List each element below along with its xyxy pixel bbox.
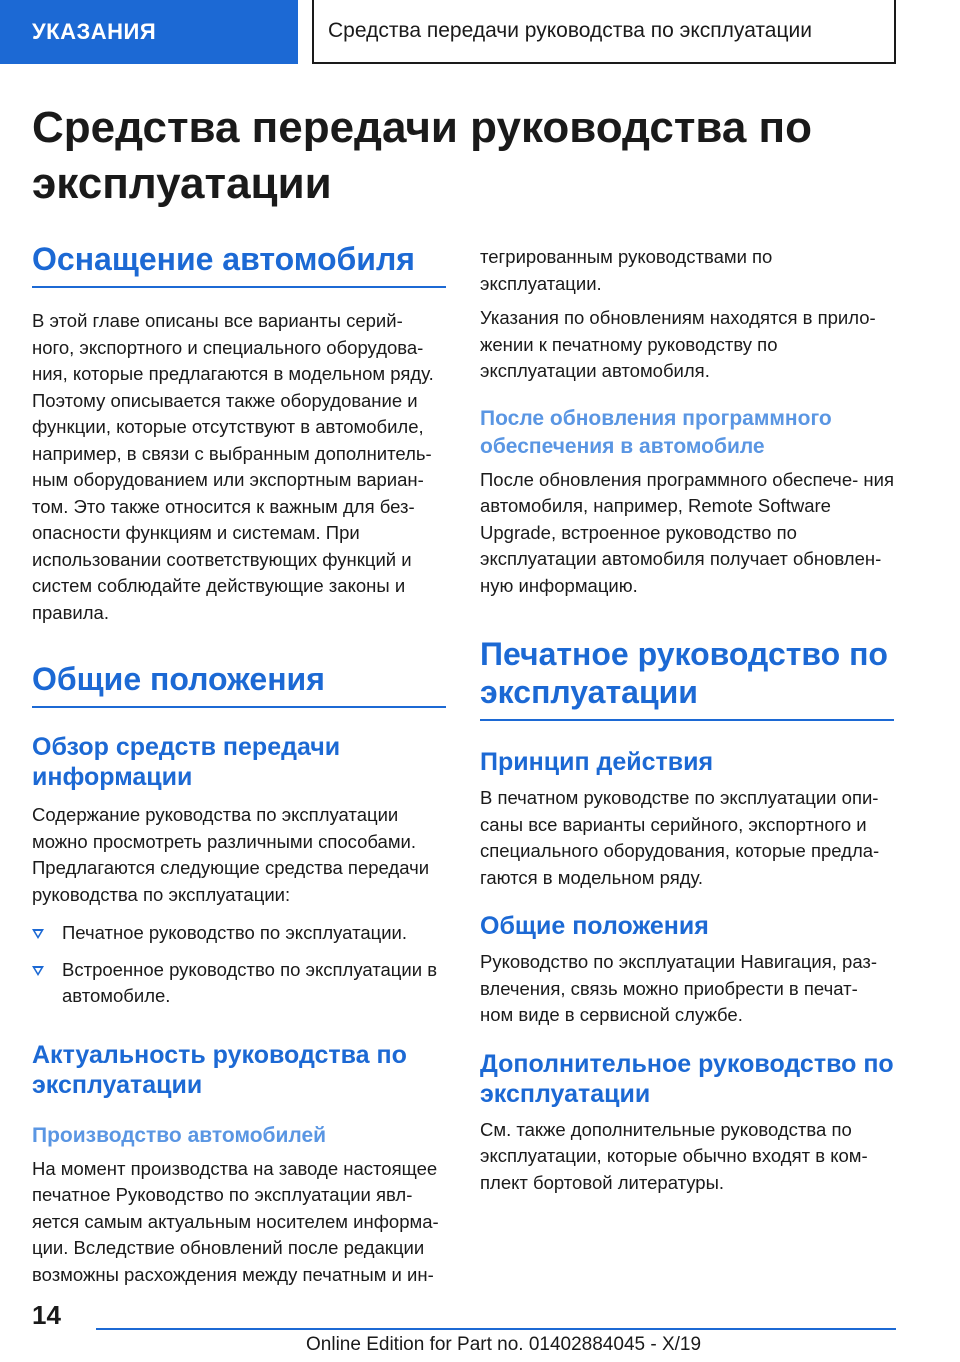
page-title: Средства передачи руководства по эксплуатации (32, 103, 813, 208)
right-column (480, 244, 894, 1196)
heading-overview: Обзор средств передачи информации (32, 733, 341, 791)
heading-general-2: Общие положения (480, 912, 709, 940)
paragraph-general-2: Руководство по эксплуатации Навигация, раз- влечения, связь можно приобрести в печат- ном виде в сервисной службе. (480, 951, 878, 1025)
left-column (32, 240, 446, 1288)
edition-note: Online Edition for Part no. 01402884045 - X/19 (306, 1334, 702, 1355)
heading-equipment: Оснащение автомобиля (32, 240, 446, 288)
paragraph-additional: См. также дополнительные руководства по эксплуатации, которые обычно входят в ком- плект бортовой литературы. (480, 1118, 868, 1193)
page-number: 14 (32, 1300, 61, 1330)
heading-principle: Принцип действия (480, 748, 714, 776)
heading-actuality: Актуальность руководства по эксплуатации (32, 1040, 407, 1099)
triangle-bullet-icon (32, 966, 44, 976)
heading-software-update: После обновления программного обеспечения в автомобиле (480, 406, 832, 458)
paragraph-production: На момент производства на заводе настоящее печатное Руководство по эксплуатации явл- яется самым актуальным носителем информа- ции. Вследствие обновлений после редакции возможны расхождения между печатным и ин- (32, 1157, 439, 1285)
paragraph-software-update: После обновления программного обеспече- ния автомобиля, например, Remote Software Upgrade, встроенное руководство по эксплуатации автомобиля получает обновлен- ную информацию. (480, 468, 894, 596)
list-item: Печатное руководство по эксплуатации. (32, 920, 446, 947)
list-item: Встроенное руководство по эксплуатации в автомобиле. (32, 957, 446, 1010)
section-tab: УКАЗАНИЯ (0, 0, 298, 64)
heading-printed-manual: Печатное руководство по эксплуатации (480, 635, 894, 721)
media-list (32, 920, 446, 1010)
paragraph-principle: В печатном руководстве по эксплуатации опи- саны все варианты серийного, экспортного и специального оборудования, которые предла- гаются в модельном ряду. (480, 787, 880, 888)
heading-general: Общие положения (32, 660, 446, 708)
paragraph-equipment: В этой главе описаны все варианты серий- ного, экспортного и специального оборудова- ния, которые предлагаются в модельном ряду. Поэтому описывается также оборудование и функции, которые отсутствуют в автомобиле, например, в связи с выбранным дополнитель- ным оборудованием или экспортным вариан- том. Это также относится к важным для без- опасности функциям и системам. При использовании соответствующих функций и систем соблюдайте действующие законы и правила. (32, 310, 434, 623)
heading-production: Производство автомобилей (32, 1123, 327, 1147)
paragraph-updates: Указания по обновлениям находятся в прило- жении к печатному руководству по эксплуатации автомобиля. (480, 307, 876, 381)
paragraph-continued: тегрированным руководствами по эксплуатации. (480, 246, 773, 294)
heading-additional: Дополнительное руководство по эксплуатации (480, 1049, 894, 1108)
breadcrumb: Средства передачи руководства по эксплуатации (312, 0, 896, 64)
paragraph-overview: Содержание руководства по эксплуатации можно просмотреть различными способами. Предлагаются следующие средства передачи руководства по эксплуатации: (32, 804, 430, 905)
footer-divider (96, 1328, 896, 1330)
triangle-bullet-icon (32, 929, 44, 939)
